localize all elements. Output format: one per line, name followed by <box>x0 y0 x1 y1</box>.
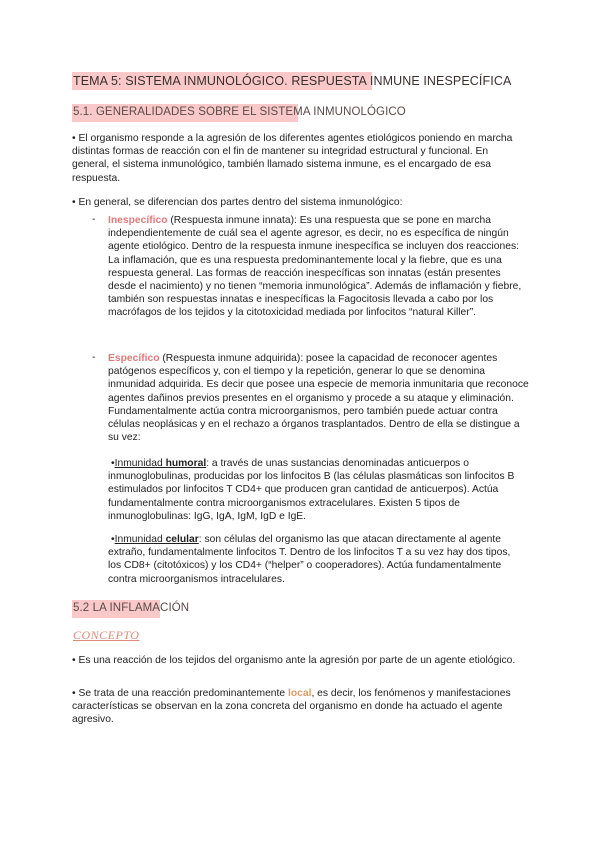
section2-paragraph-2: • Se trata de una reacción predominantemente local, es decir, los fenómenos y manifestaciones características se observan en la zona concreta del organismo en donde ha actuado el agente agresivo. <box>72 688 511 726</box>
label-inespecifico: Inespecífico <box>108 215 168 226</box>
local-highlight: local <box>287 688 312 699</box>
section2-paragraph-1: • Es una reacción de los tejidos del organismo ante la agresión por parte de un agente etiológico. <box>72 655 516 666</box>
section1-paragraph-2: • En general, se diferencian dos partes dentro del sistema inmunológico: <box>72 197 403 208</box>
label-inmunidad-humoral: Inmunidad humoral <box>114 458 207 469</box>
section1-heading: 5.1. GENERALIDADES SOBRE EL SISTEMA INMUNOLÓGICO <box>73 106 406 118</box>
section1-paragraph-1: • El organismo responde a la agresión de los diferentes agentes etiológicos poniendo en marcha distintas formas de reacción con el fin de mantener su integridad estructural y funcional. En general, el sistema inmunológico, también llamado sistema inmune, es el encargado de esa respuesta. <box>72 133 513 184</box>
page-title: TEMA 5: SISTEMA INMUNOLÓGICO. RESPUESTA INMUNE INESPECÍFICA <box>73 74 512 88</box>
list-bullet-2: - <box>92 352 96 363</box>
section2-heading: 5.2 LA INFLAMACIÓN <box>73 602 190 614</box>
concept-subheading: CONCEPTO <box>73 628 140 642</box>
sub-item-humoral: •Inmunidad humoral: a través de unas sustancias denominadas anticuerpos o inmunoglobulinas, producidas por los linfocitos B (las células plasmáticas son linfocitos B estimulados por linfocitos T CD4+ que producen gran cantidad de anticuerpos). Actúa fundamentalmente contra microorganismos extracelulares. Existen 5 tipos de inmunoglobulinas: IgG, IgA, IgM, IgD e IgE. <box>108 458 515 522</box>
sub-item-celular: •Inmunidad celular: son células del organismo las que atacan directamente al agente extraño, fundamentalmente linfocitos T. Dentro de los linfocitos T a su vez hay dos tipos, los CD8+ (citotóxicos) y los CD4+ (“helper” o cooperadores). Actúa fundamentalmente contra microorganismos intracelulares. <box>108 534 511 585</box>
list-bullet-1: - <box>92 214 96 225</box>
list-item-inespecifico: Inespecífico (Respuesta inmune innata): Es una respuesta que se pone en marcha independientemente de cuál sea el agente agresor, es decir, no es específica de ningún agente etiológico. Dentro de la respuesta inmune inespecífica se incluyen dos reacciones: La inflamación, que es una respuesta predominantemente local y la fiebre, que es una respuesta general. Las formas de reacción inespecíficas son innatas (están presentes desde el nacimiento) y no tienen “memoria inmunológica”. Además de inflamación y fiebre, también son respuestas innatas e inespecíficas la Fagocitosis llevada a cabo por los macrófagos de los tejidos y la citotoxicidad mediada por linfocitos “natural Killer”. <box>108 215 522 319</box>
label-especifico: Específico <box>108 353 160 364</box>
label-inmunidad-celular: Inmunidad celular <box>114 534 199 545</box>
list-item-especifico: Específico (Respuesta inmune adquirida): posee la capacidad de reconocer agentes patógenos específicos y, con el tiempo y la repetición, generar lo que se denomina inmunidad adquirida. Es decir que posee una especie de memoria inmunitaria que reconoce agentes dañinos previos presentes en el organismo y procede a su ataque y eliminación. Fundamentalmente actúa contra microorganismos, pero también puede actuar contra células neoplásicas y en el rechazo a órganos trasplantados. Dentro de ella se distingue a su vez: <box>108 353 529 444</box>
